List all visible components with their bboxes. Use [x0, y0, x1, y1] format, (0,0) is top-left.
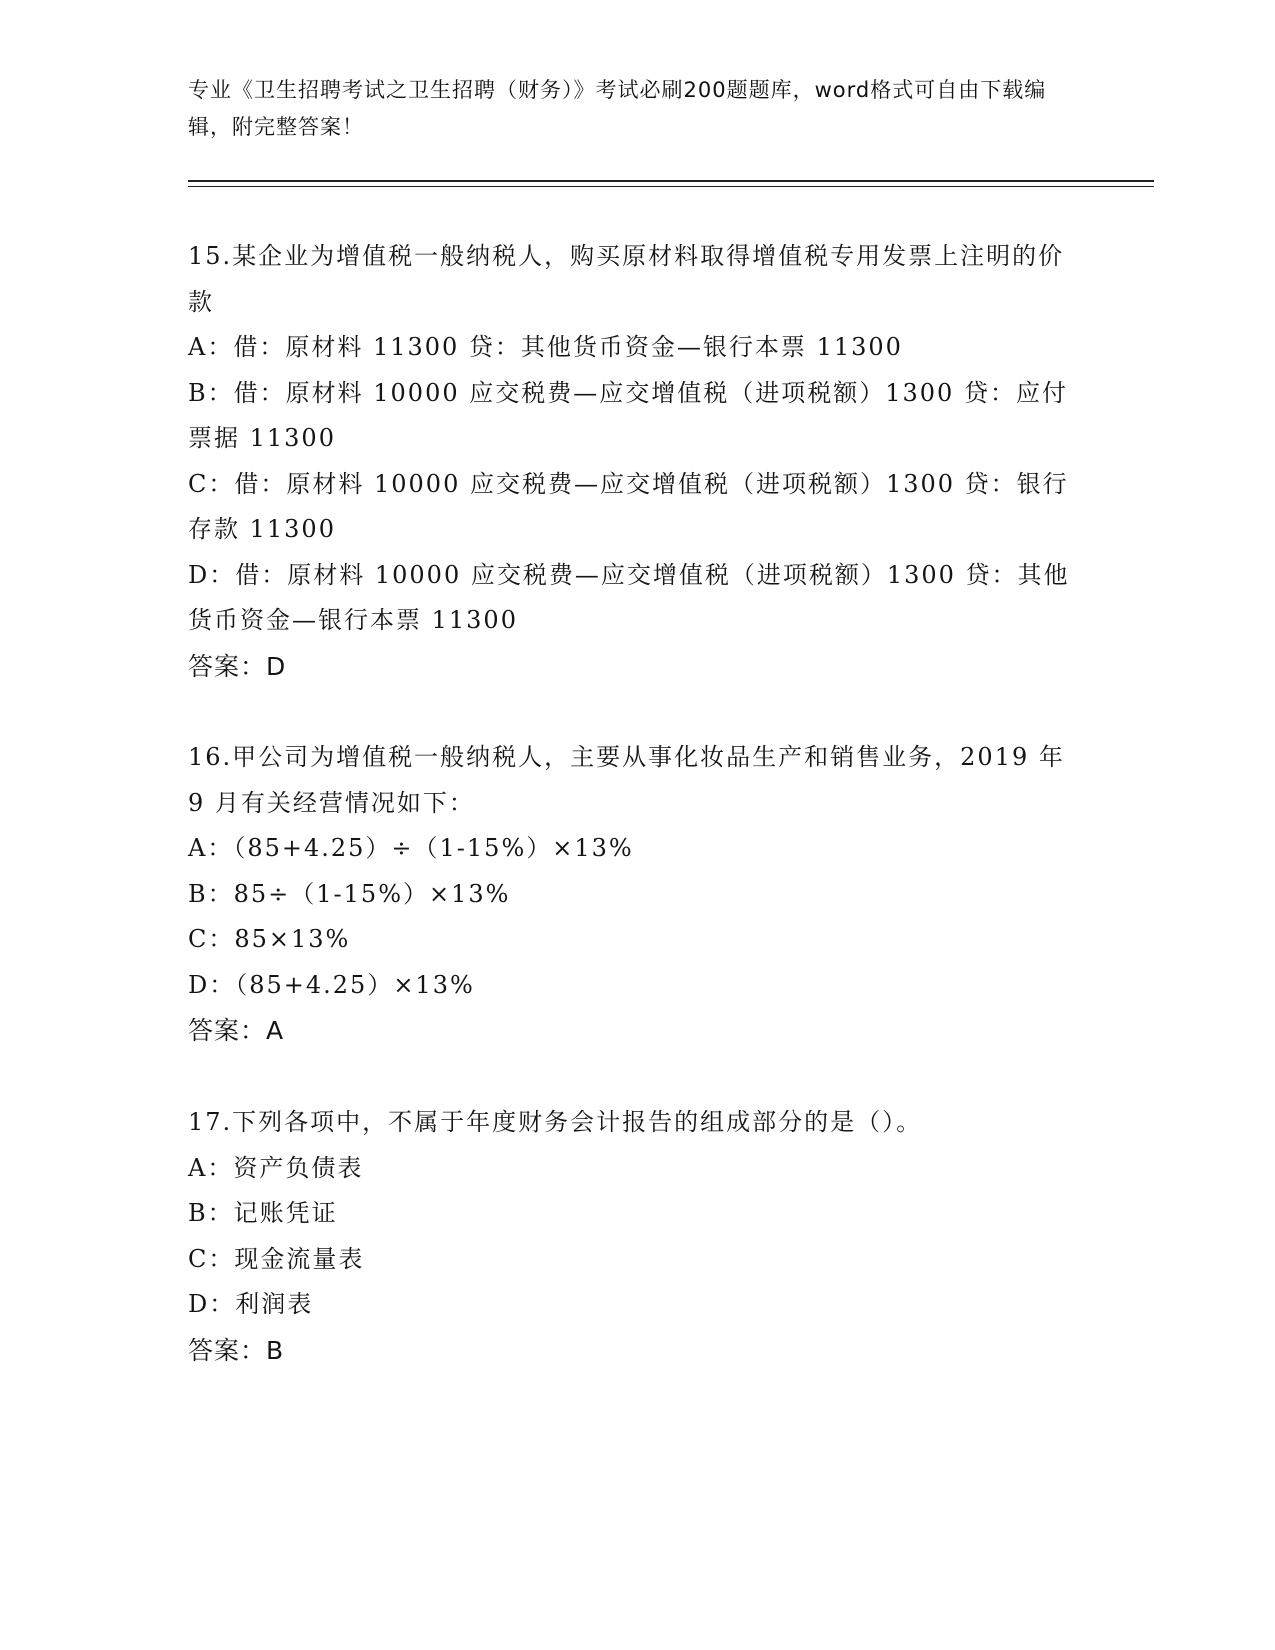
question-stem: 15.某企业为增值税一般纳税人，购买原材料取得增值税专用发票上注明的价款 [188, 242, 1065, 316]
option-a: A：借：原材料 11300 贷：其他货币资金—银行本票 11300 [188, 333, 903, 361]
question-15 [188, 234, 1088, 689]
answer-text: 答案：A [188, 1016, 285, 1045]
option-b: B：85÷（1-15%）×13% [188, 879, 511, 908]
question-16 [188, 735, 1088, 1054]
option-b: B：记账凭证 [188, 1199, 338, 1227]
option-a: A：资产负债表 [188, 1153, 364, 1182]
question-stem: 17.下列各项中，不属于年度财务会计报告的组成部分的是（）。 [188, 1108, 923, 1136]
option-d: D：利润表 [188, 1290, 314, 1318]
option-d: D：（85+4.25）×13% [188, 970, 475, 999]
document-header [188, 72, 1068, 146]
header-divider-thick [188, 180, 1154, 182]
option-c: C：借：原材料 10000 应交税费—应交增值税（进项税额）1300 贷：银行存款 11300 [188, 469, 1069, 543]
header-text: 专业《卫生招聘考试之卫生招聘（财务）》考试必刷200题题库，word格式可自由下载编辑，附完整答案！ [188, 78, 1047, 139]
option-c: C：现金流量表 [188, 1244, 365, 1273]
option-a: A：（85+4.25）÷（1-15%）×13% [188, 834, 634, 862]
option-d: D：借：原材料 10000 应交税费—应交增值税（进项税额）1300 贷：其他货币资金—银行本票 11300 [188, 560, 1070, 634]
question-17 [188, 1100, 1088, 1373]
answer-text: 答案：B [188, 1335, 285, 1365]
question-stem: 16.甲公司为增值税一般纳税人，主要从事化妆品生产和销售业务，2019 年 9 月有关经营情况如下： [188, 743, 1075, 817]
option-b: B：借：原材料 10000 应交税费—应交增值税（进项税额）1300 贷：应付票据 11300 [188, 378, 1068, 452]
answer-text: 答案：D [188, 651, 287, 681]
header-divider-thin [188, 186, 1154, 187]
option-c: C：85×13% [188, 925, 351, 953]
